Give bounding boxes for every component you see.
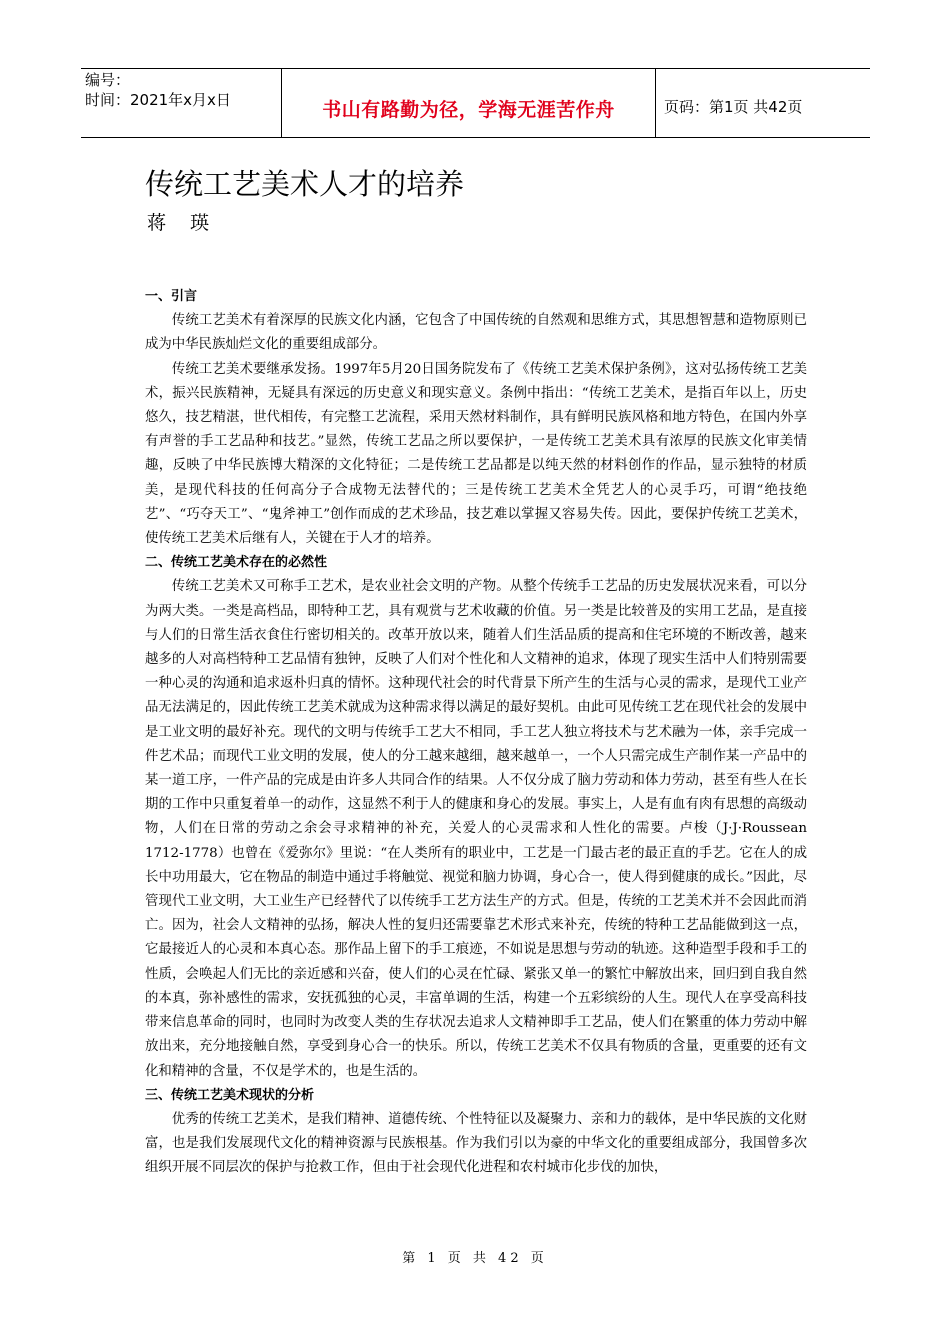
date-line: 时间：2021年x月x日	[85, 91, 231, 109]
header-page-cell	[656, 69, 870, 137]
section-heading-necessity: 二、传统工艺美术存在的必然性	[145, 555, 328, 571]
paragraph: 传统工艺美术要继承发扬。1997年5月20日国务院发布了《传统工艺美术保护条例》，这对弘扬传统工艺美术，振兴民族精神，无疑具有深远的历史意义和现实意义。条例中指出：“传统工艺美术，是指百年以上，历史悠久，技艺精湛，世代相传，有完整工艺流程，采用天然材料制作，具有鲜明民族风格和地方特色，在国内外享有声誉的手工艺品种和技艺。”显然，传统工艺品之所以要保护，一是传统工艺美术具有浓厚的民族文化审美情趣，反映了中华民族博大精深的文化特征；二是传统工艺品都是以纯天然的材料创作的作品，显示独特的材质美，是现代科技的任何高分子合成物无法替代的；三是传统工艺美术全凭艺人的心灵手巧，可谓“绝技绝艺”、“巧夺天工”、“鬼斧神工”创作而成的艺术珍品，技艺难以掌握又容易失传。因此，要保护传统工艺美术，使传统工艺美术后继有人，关键在于人才的培养。	[145, 361, 807, 547]
page-info: 页码：第1页 共42页	[664, 98, 803, 116]
paragraph: 传统工艺美术有着深厚的民族文化内涵，它包含了中国传统的自然观和思维方式，其思想智慧和造物原则已成为中华民族灿烂文化的重要组成部分。	[145, 313, 807, 353]
serial-label: 编号：	[85, 71, 131, 89]
document-title: 传统工艺美术人才的培养	[145, 167, 465, 201]
section-heading-analysis: 三、传统工艺美术现状的分析	[145, 1087, 315, 1103]
header-motto-cell	[282, 69, 656, 137]
document-author: 蒋 瑛	[147, 212, 219, 234]
document-body	[145, 285, 807, 1181]
paragraph: 优秀的传统工艺美术，是我们精神、道德传统、个性特征以及凝聚力、亲和力的载体，是中华民族的文化财富，也是我们发展现代文化的精神资源与民族根基。作为我们引以为豪的中华文化的重要组成部分，我国曾多次组织开展不同层次的保护与抢救工作，但由于社会现代化进程和农村城市化步伐的加快，	[145, 1111, 807, 1176]
header-meta-cell	[81, 69, 282, 137]
paragraph: 传统工艺美术又可称手工艺术，是农业社会文明的产物。从整个传统手工艺品的历史发展状况来看，可以分为两大类。一类是高档品，即特种工艺，具有观赏与艺术收藏的价值。另一类是比较普及的实用工艺品，是直接与人们的日常生活衣食住行密切相关的。改革开放以来，随着人们生活品质的提高和住宅环境的不断改善，越来越多的人对高档特种工艺品情有独钟，反映了人们对个性化和人文精神的追求，体现了现实生活中人们特别需要一种心灵的沟通和追求返朴归真的情怀。这种现代社会的时代背景下所产生的生活与心灵的需求，是现代工业产品无法满足的，因此传统工艺美术就成为这种需求得以满足的最好契机。由此可见传统工艺在现代社会的发展中是工业文明的最好补充。现代的文明与传统手工艺大不相同，手工艺人独立将技术与艺术融为一体，亲手完成一件艺术品；而现代工业文明的发展，使人的分工越来越细，越来越单一，一个人只需完成生产制作某一产品中的某一道工序，一件产品的完成是由许多人共同合作的结果。人不仅分成了脑力劳动和体力劳动，甚至有些人在长期的工作中只重复着单一的动作，这显然不利于人的健康和身心的发展。事实上，人是有血有肉有思想的高级动物，人们在日常的劳动之余会寻求精神的补充，关爱人的心灵需求和人性化的需要。卢梭（J·J·Roussean 1712-1778）也曾在《爱弥尔》里说：“在人类所有的职业中，工艺是一门最古老的最正直的手艺。它在人的成长中功用最大，它在物品的制造中通过手将触觉、视觉和脑力协调，身心合一，使人得到健康的成长。”因此，尽管现代工业文明，大工业生产已经替代了以传统手工艺方法生产的方式。但是，传统的工艺美术并不会因此而消亡。因为，社会人文精神的弘扬，解决人性的复归还需要靠艺术形式来补充，传统的特种工艺品能做到这一点，它最接近人的心灵和本真心态。那作品上留下的手工痕迹，不如说是思想与劳动的轨迹。这种造型手段和手工的性质，会唤起人们无比的亲近感和兴奋，使人们的心灵在忙碌、紧张又单一的繁忙中解放出来，回归到自我自然的本真，弥补感性的需求，安抚孤独的心灵，丰富单调的生活，构建一个五彩缤纷的人生。现代人在享受高科技带来信息革命的同时，也同时为改变人类的生存状况去追求人文精神即手工艺品，使人们在繁重的体力劳动中解放出来，充分地接触自然，享受到身心合一的快乐。所以，传统工艺美术不仅具有物质的含量，更重要的还有文化和精神的含量，不仅是学术的，也是生活的。	[145, 579, 807, 1079]
motto: 书山有路勤为径，学海无涯苦作舟	[322, 99, 615, 121]
section-heading-intro: 一、引言	[145, 289, 198, 304]
page-header	[81, 68, 870, 138]
page-footer: 第 1 页 共 42 页	[402, 1251, 548, 1266]
